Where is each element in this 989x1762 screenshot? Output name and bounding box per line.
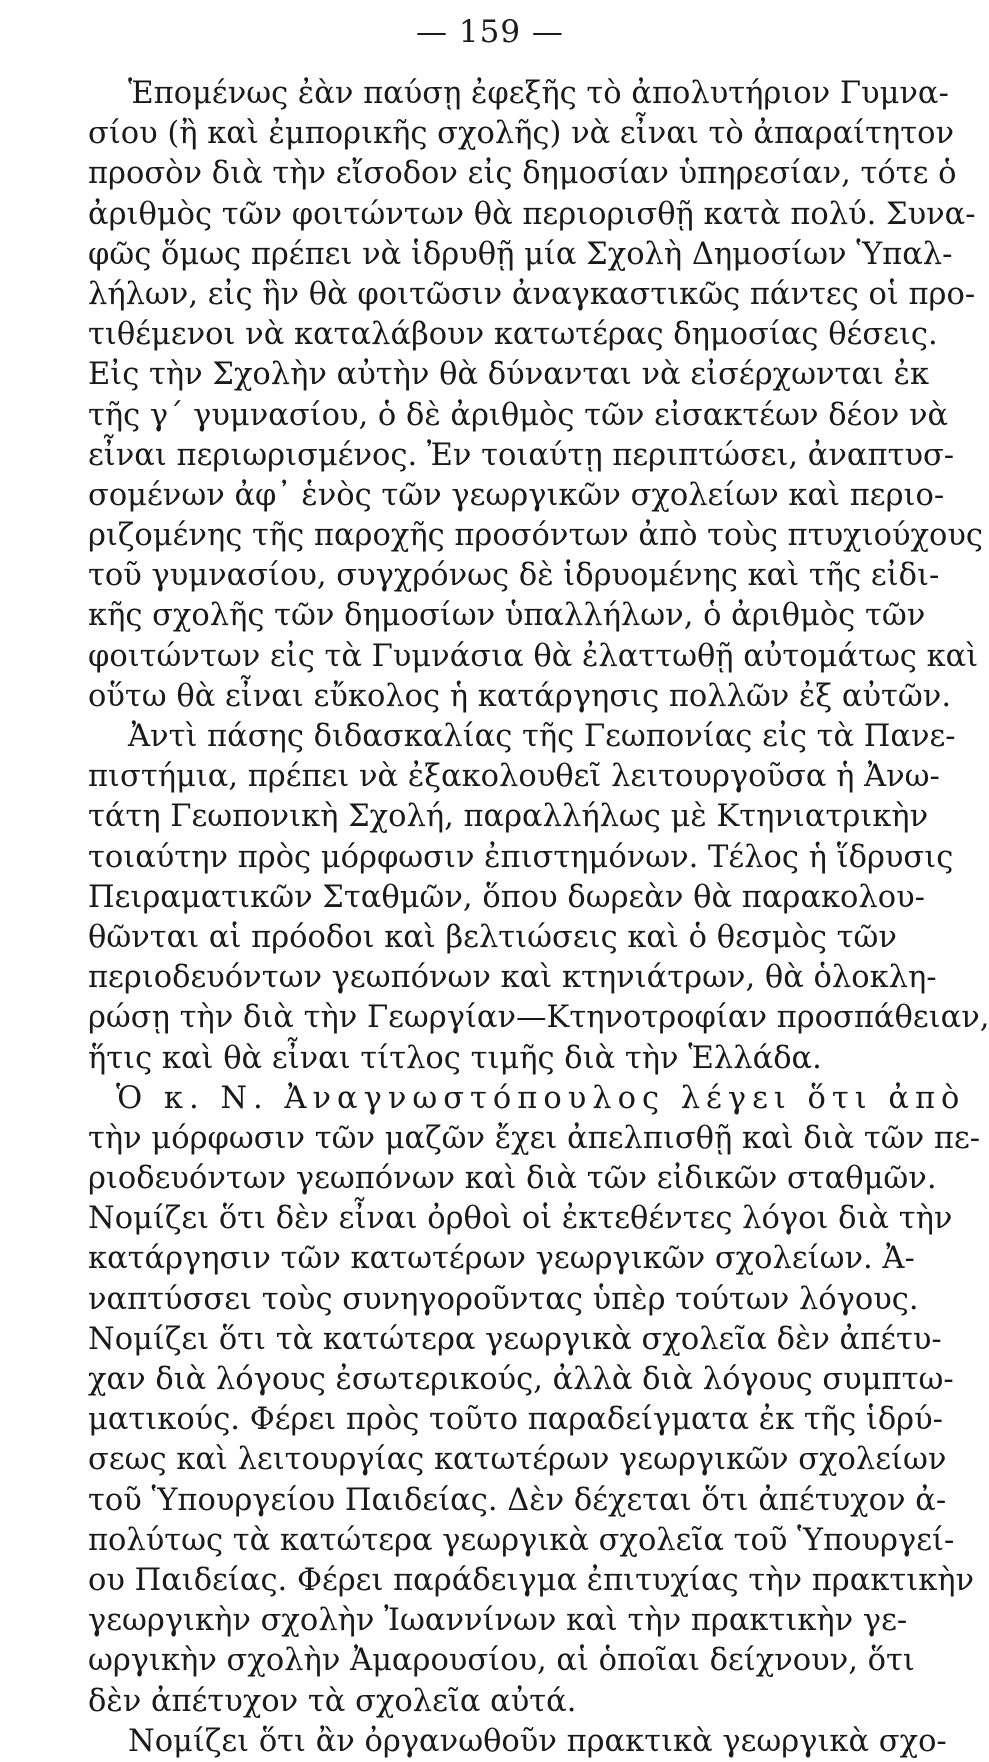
text-line: τάτη Γεωπονικὴ Σχολή, παραλλήλως μὲ Κτηνιατρικὴν (88, 799, 929, 835)
text-line: σίου (ἢ καὶ ἐμπορικῆς σχολῆς) νὰ εἶναι τὸ ἀπαραίτητον (88, 116, 955, 152)
text-line: σεως καὶ λειτουργίας κατωτέρων γεωργικῶν σχολείων (88, 1442, 947, 1478)
text-line: Νομίζει ὅτι ἂν ὀργανωθοῦν πρακτικὰ γεωργικὰ σχο- (128, 1723, 947, 1759)
text-line: χαν διὰ λόγους ἐσωτερικούς, ἀλλὰ διὰ λόγους συμπτω- (88, 1362, 954, 1397)
text-line: ματικούς. Φέρει πρὸς τοῦτο παραδείγματα ἐκ τῆς ἱδρύ- (88, 1402, 943, 1438)
text-line: ριοδευόντων γεωπόνων καὶ διὰ τῶν εἰδικῶν σταθμῶν. (88, 1161, 937, 1197)
text-line: Νομίζει ὅτι τὰ κατώτερα γεωργικὰ σχολεῖα δὲν ἀπέτυ- (88, 1321, 942, 1357)
text-line: ριζομένης τῆς παροχῆς προσόντων ἀπὸ τοὺς πτυχιούχους (88, 518, 983, 554)
body-text (88, 74, 989, 1762)
text-line: Ὁ κ. Ν. Ἀναγνωστόπουλος λέγει ὅτι ἀπὸ (116, 1080, 966, 1116)
text-line: Ἑπομένως ἐὰν παύσῃ ἐφεξῆς τὸ ἀπολυτήριον Γυμνα- (128, 76, 949, 111)
text-line: ναπτύσσει τοὺς συνηγοροῦντας ὑπὲρ τούτων λόγους. (88, 1281, 919, 1317)
text-line: δὲν ἀπέτυχον τὰ σχολεῖα αὐτά. (88, 1683, 577, 1719)
text-line: φῶς ὅμως πρέπει νὰ ἱδρυθῇ μία Σχολὴ Δημοσίων Ὑπαλ- (88, 236, 953, 272)
text-line: σομένων ἀφ᾽ ἑνὸς τῶν γεωργικῶν σχολείων καὶ περιο- (88, 477, 945, 513)
text-line: τῆς γ΄ γυμνασίου, ὁ δὲ ἀριθμὸς τῶν εἰσακτέων δέον νὰ (88, 397, 949, 433)
text-line: κατάργησιν τῶν κατωτέρων γεωργικῶν σχολείων. Ἀ- (88, 1241, 915, 1277)
text-line: ρώσῃ τὴν διὰ τὴν Γεωργίαν—Κτηνοτροφίαν προσπάθειαν, (88, 1000, 989, 1036)
text-line: λήλων, εἰς ἣν θὰ φοιτῶσιν ἀναγκαστικῶς πάντες οἱ προ- (88, 276, 976, 312)
text-line: Πειραματικῶν Σταθμῶν, ὅπου δωρεὰν θὰ παρακολου- (88, 879, 925, 915)
text-line: τὴν μόρφωσιν τῶν μαζῶν ἔχει ἀπελπισθῇ καὶ διὰ τῶν πε- (88, 1120, 981, 1156)
text-line: Νομίζει ὅτι δὲν εἶναι ὀρθοὶ οἱ ἐκτεθέντες λόγοι διὰ τὴν (88, 1201, 953, 1237)
text-line: εἶναι περιωρισμένος. Ἐν τοιαύτῃ περιπτώσει, ἀναπτυσ- (88, 437, 955, 473)
text-line: περιοδευόντων γεωπόνων καὶ κτηνιάτρων, θὰ ὁλοκλη- (88, 960, 937, 996)
page-number: — 159 — (416, 14, 564, 50)
text-line: τοῦ Ὑπουργείου Παιδείας. Δὲν δέχεται ὅτι ἀπέτυχον ἀ- (88, 1482, 947, 1518)
text-line: προσὸν διὰ τὴν εἴσοδον εἰς δημοσίαν ὑπηρεσίαν, τότε ὁ (88, 156, 957, 192)
text-line: τοιαύτην πρὸς μόρφωσιν ἐπιστημόνων. Τέλος ἡ ἵδρυσις (88, 839, 954, 875)
text-line: τιθέμενοι νὰ καταλάβουν κατωτέρας δημοσίας θέσεις. (88, 317, 938, 353)
text-line: θῶνται αἱ πρόοδοι καὶ βελτιώσεις καὶ ὁ θεσμὸς τῶν (88, 919, 897, 955)
text-line: πιστήμια, πρέπει νὰ ἐξακολουθεῖ λειτουργοῦσα ἡ Ἀνω- (88, 759, 940, 795)
text-line: γεωργικὴν σχολὴν Ἰωαννίνων καὶ τὴν πρακτικὴν γε- (88, 1603, 908, 1639)
text-line: ου Παιδείας. Φέρει παράδειγμα ἐπιτυχίας τὴν πρακτικὴν (88, 1562, 975, 1598)
text-line: ἀριθμὸς τῶν φοιτώντων θὰ περιορισθῇ κατὰ πολύ. Συνα- (88, 196, 976, 232)
text-line: ἥτις καὶ θὰ εἶναι τίτλος τιμῆς διὰ τὴν Ἑλλάδα. (88, 1040, 822, 1076)
text-line: κῆς σχολῆς τῶν δημοσίων ὑπαλλήλων, ὁ ἀριθμὸς τῶν (88, 598, 926, 634)
text-line: οὕτω θὰ εἶναι εὔκολος ἡ κατάργησις πολλῶν ἐξ αὐτῶν. (88, 678, 952, 714)
text-line: φοιτώντων εἰς τὰ Γυμνάσια θὰ ἐλαττωθῇ αὐτομάτως καὶ (88, 638, 979, 674)
text-line: πολύτως τὰ κατώτερα γεωργικὰ σχολεῖα τοῦ Ὑπουργεί- (88, 1522, 955, 1558)
text-line: Ἀντὶ πάσης διδασκαλίας τῆς Γεωπονίας εἰς τὰ Πανε- (128, 719, 956, 754)
text-line: τοῦ γυμνασίου, συγχρόνως δὲ ἱδρυομένης καὶ τῆς εἰδι- (88, 558, 940, 594)
text-line: ωργικὴν σχολὴν Ἀμαρουσίου, αἱ ὁποῖαι δείχνουν, ὅτι (88, 1643, 915, 1679)
text-line: Εἰς τὴν Σχολὴν αὐτὴν θὰ δύνανται νὰ εἰσέρχωνται ἐκ (88, 357, 930, 393)
